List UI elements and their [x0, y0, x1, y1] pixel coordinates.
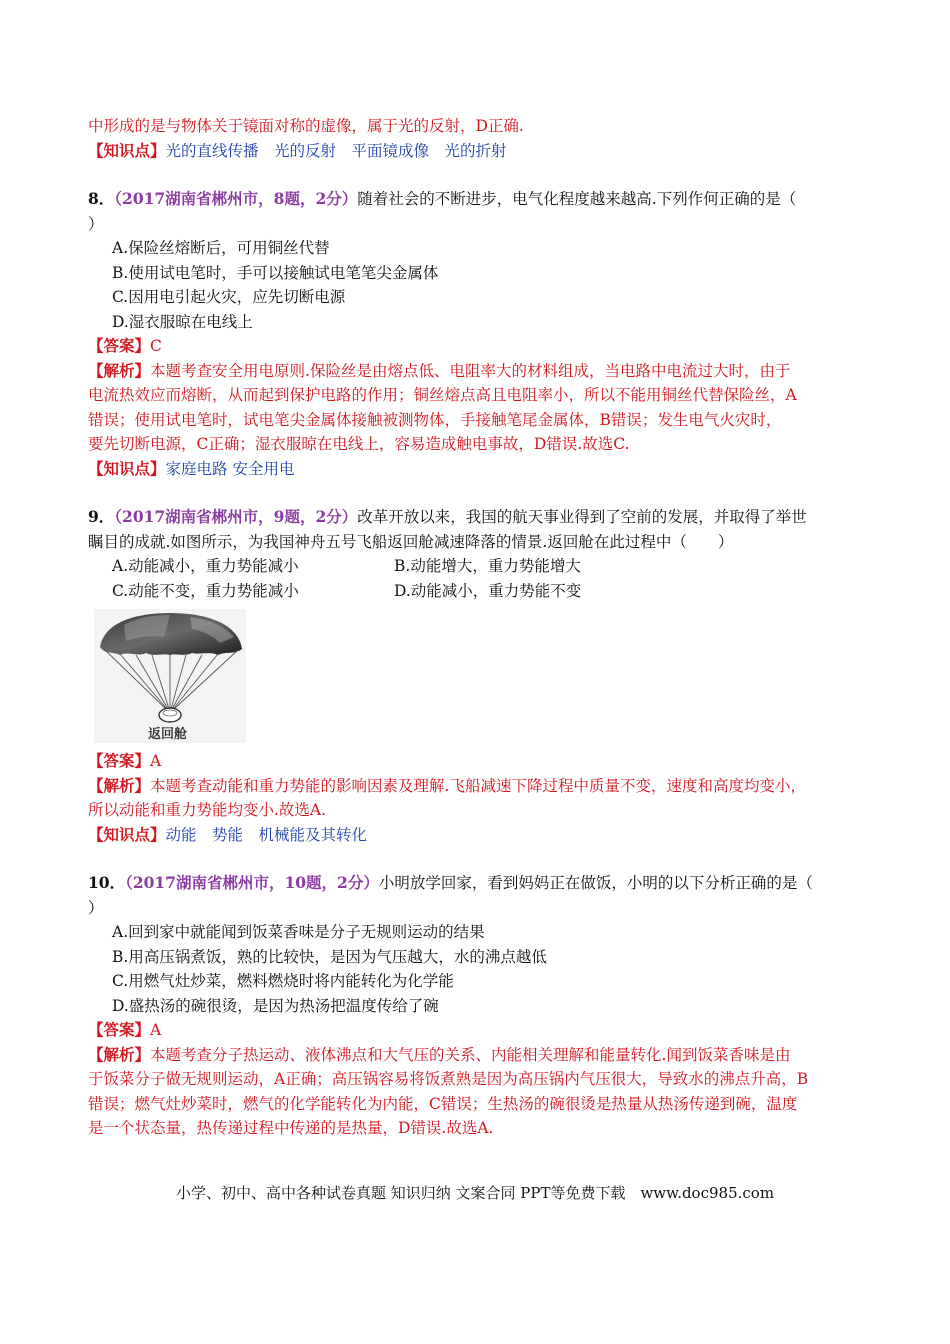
knowledge-label: 【知识点】 — [88, 458, 166, 478]
analysis-label: 【解析】 — [88, 775, 151, 795]
knowledge-label: 【知识点】 — [88, 824, 166, 844]
q8-analysis-line-2: 电流热效应而熔断，从而起到保护电路的作用；铜丝熔点高且电阻率小，所以不能用铜丝代替保险丝，A — [88, 386, 797, 404]
q10-analysis-line-2: 于饭菜分子做无规则运动，A正确；高压锅容易将饭煮熟是因为高压锅内气压很大，导致水的沸点升高，B — [88, 1070, 809, 1088]
analysis-label: 【解析】 — [88, 360, 151, 380]
q8-analysis-line-1 — [88, 359, 878, 384]
question-source: （2017湖南省郴州市，9题，2分） — [114, 507, 358, 526]
q8-analysis-line-4: 要先切断电源，C正确；湿衣服晾在电线上，容易造成触电事故，D错误.故选C. — [88, 435, 630, 453]
option-c: C.因用电引起火灾，应先切断电源 — [112, 288, 346, 306]
knowledge-text: 动能 势能 机械能及其转化 — [165, 825, 368, 844]
option-c: C.用燃气灶炒菜，燃料燃烧时将内能转化为化学能 — [112, 972, 454, 990]
option-c: C.动能不变，重力势能减小 — [112, 581, 299, 600]
q9-options-row-2 — [88, 579, 878, 604]
q9-answer — [88, 749, 878, 774]
q9-stem-cont: 瞩目的成就.如图所示，为我国神舟五号飞船返回舱减速降落的情景.返回舱在此过程中（ ） — [88, 532, 734, 551]
option-d: D.动能减小，重力势能不变 — [394, 581, 582, 600]
question-number: 8． — [88, 189, 115, 208]
q9-analysis-line-1 — [88, 774, 878, 799]
q9-options-row-1 — [88, 554, 878, 579]
document-page — [88, 114, 878, 1141]
option-b: B.用高压锅煮饭，熟的比较快，是因为气压越大，水的沸点越低 — [112, 947, 547, 966]
q10-analysis-line-1 — [88, 1043, 878, 1068]
question-number: 10． — [88, 873, 126, 892]
answer-label: 【答案】 — [88, 336, 151, 355]
q9-analysis-line-2: 所以动能和重力势能均变小.故选A. — [88, 801, 327, 819]
option-d: D.盛热汤的碗很烫，是因为热汤把温度传给了碗 — [112, 996, 439, 1015]
question-source: （2017湖南省郴州市，10题，2分） — [125, 873, 379, 892]
q10-analysis-line-4: 是一个状态量，热传递过程中传递的是热量，D错误.故选A. — [88, 1119, 494, 1137]
knowledge-text: 光的直线传播 光的反射 平面镜成像 光的折射 — [165, 141, 507, 160]
q9-stem — [88, 505, 878, 530]
answer-value: A — [150, 752, 162, 770]
option-d: D.湿衣服晾在电线上 — [112, 312, 253, 331]
knowledge-text: 家庭电路 安全用电 — [165, 459, 295, 478]
answer-value: A — [150, 1021, 162, 1039]
knowledge-label: 【知识点】 — [88, 140, 166, 160]
q10-stem-cont: ） — [88, 898, 104, 917]
analysis-text: 本题考查动能和重力势能的影响因素及理解.飞船减速下降过程中质量不变，速度和高度均变小， — [150, 776, 806, 795]
answer-value: C — [150, 337, 162, 355]
option-b: B.使用试电笔时，手可以接触试电笔笔尖金属体 — [112, 263, 439, 282]
analysis-label: 【解析】 — [88, 1044, 151, 1064]
q10-analysis-line-3: 错误；燃气灶炒菜时，燃气的化学能转化为内能，C错误；生热汤的碗很烫是热量从热汤传递到碗，温度 — [88, 1094, 798, 1113]
question-number: 9． — [88, 507, 115, 526]
question-stem: 随着社会的不断进步，电气化程度越来越高.下列作何正确的是（ — [357, 190, 797, 208]
analysis-text: 本题考查安全用电原则.保险丝是由熔点低、电阻率大的材料组成，当电路中电流过大时，由于 — [150, 361, 791, 380]
q8-stem — [88, 187, 878, 212]
parachute-figure — [94, 609, 246, 743]
question-stem: 改革开放以来，我国的航天事业得到了空前的发展，并取得了举世 — [357, 508, 807, 526]
q8-stem-cont: ） — [88, 214, 104, 233]
q10-stem — [88, 871, 878, 896]
q8-knowledge-points — [88, 457, 878, 482]
q9-knowledge-points — [88, 823, 878, 848]
answer-label: 【答案】 — [88, 751, 151, 770]
figure-caption: 返回舱 — [148, 727, 188, 742]
answer-label: 【答案】 — [88, 1020, 151, 1039]
question-stem: 小明放学回家，看到妈妈正在做饭，小明的以下分析正确的是（ — [378, 874, 813, 892]
intro-line: 中形成的是与物体关于镜面对称的虚像，属于光的反射，D正确. — [88, 117, 524, 135]
page-footer: 小学、初中、高中各种试卷真题 知识归纳 文案合同 PPT等免费下载 www.doc985.com — [175, 1184, 775, 1202]
option-b: B.动能增大，重力势能增大 — [394, 557, 581, 575]
analysis-text: 本题考查分子热运动、液体沸点和大气压的关系、内能相关理解和能量转化.闻到饭菜香味是由 — [150, 1045, 791, 1064]
option-a: A.动能减小，重力势能减小 — [112, 557, 299, 575]
q8-analysis-line-3: 错误；使用试电笔时，试电笔尖金属体接触被测物体，手接触笔尾金属体，B错误；发生电气火灾时， — [88, 410, 782, 429]
q10-answer — [88, 1018, 878, 1043]
q8-answer — [88, 334, 878, 359]
question-source: （2017湖南省郴州市，8题，2分） — [114, 189, 358, 208]
option-a: A.回到家中就能闻到饭菜香味是分子无规则运动的结果 — [112, 923, 485, 941]
option-a: A.保险丝熔断后，可用铜丝代替 — [112, 239, 330, 257]
intro-knowledge-points — [88, 139, 878, 164]
